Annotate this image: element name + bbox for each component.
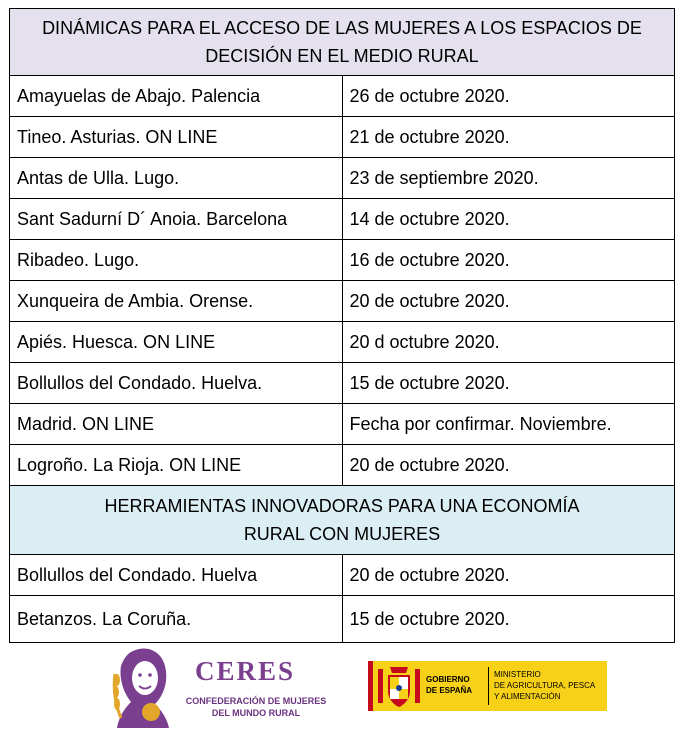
table-row — [10, 555, 675, 596]
table-row — [10, 76, 675, 117]
section2-title-line2: RURAL CON MUJERES — [243, 524, 441, 544]
place-cell: Xunqueira de Ambia. Orense. — [10, 281, 343, 322]
place-cell: Tineo. Asturias. ON LINE — [10, 117, 343, 158]
date-cell: 20 de octubre 2020. — [342, 281, 675, 322]
section2-header-row — [10, 486, 675, 555]
place-cell: Ribadeo. Lugo. — [10, 240, 343, 281]
date-cell: 23 de septiembre 2020. — [342, 158, 675, 199]
place-cell: Bollullos del Condado. Huelva — [10, 555, 343, 596]
date-cell: 14 de octubre 2020. — [342, 199, 675, 240]
place-cell: Betanzos. La Coruña. — [10, 596, 343, 643]
table-row — [10, 281, 675, 322]
section1-title — [10, 9, 675, 76]
place-cell: Sant Sadurní D´ Anoia. Barcelona — [10, 199, 343, 240]
place-cell: Amayuelas de Abajo. Palencia — [10, 76, 343, 117]
date-cell: 15 de octubre 2020. — [342, 596, 675, 643]
ministry-label-line3: Y ALIMENTACIÓN — [494, 692, 561, 701]
section2-title — [10, 486, 675, 555]
date-cell: 20 d octubre 2020. — [342, 322, 675, 363]
ceres-name: CERES — [195, 656, 296, 686]
gobierno-label — [426, 674, 486, 696]
table-row — [10, 404, 675, 445]
place-cell: Apiés. Huesca. ON LINE — [10, 322, 343, 363]
date-cell: Fecha por confirmar. Noviembre. — [342, 404, 675, 445]
flag-stripe — [368, 661, 373, 711]
section1-header-row — [10, 9, 675, 76]
table-row — [10, 158, 675, 199]
schedule-table — [9, 8, 675, 643]
table-row — [10, 240, 675, 281]
table-row — [10, 322, 675, 363]
date-cell: 21 de octubre 2020. — [342, 117, 675, 158]
ceres-subtitle — [181, 695, 331, 719]
ceres-logo — [111, 644, 326, 728]
gobierno-divider — [488, 667, 489, 705]
place-cell: Logroño. La Rioja. ON LINE — [10, 445, 343, 486]
gobierno-logo — [368, 661, 607, 711]
date-cell: 15 de octubre 2020. — [342, 363, 675, 404]
table-row — [10, 363, 675, 404]
date-cell: 20 de octubre 2020. — [342, 555, 675, 596]
place-cell: Antas de Ulla. Lugo. — [10, 158, 343, 199]
ministry-label — [494, 669, 606, 702]
table-row — [10, 445, 675, 486]
ceres-subtitle-line2: DEL MUNDO RURAL — [211, 708, 301, 718]
section1-title-line1: DINÁMICAS PARA EL ACCESO DE LAS MUJERES A LOS ESPACIOS DE — [42, 18, 642, 38]
table-row — [10, 596, 675, 643]
section2-title-line1: HERRAMIENTAS INNOVADORAS PARA UNA ECONOMÍA — [104, 496, 580, 516]
gobierno-label-line2: DE ESPAÑA — [426, 686, 473, 695]
date-cell: 16 de octubre 2020. — [342, 240, 675, 281]
date-cell: 26 de octubre 2020. — [342, 76, 675, 117]
table-row — [10, 199, 675, 240]
section1-title-line2: DECISIÓN EN EL MEDIO RURAL — [205, 46, 479, 66]
ministry-label-line1: MINISTERIO — [494, 670, 541, 679]
date-cell: 20 de octubre 2020. — [342, 445, 675, 486]
ministry-label-line2: DE AGRICULTURA, PESCA — [494, 681, 596, 690]
ceres-subtitle-line1: CONFEDERACIÓN DE MUJERES — [185, 696, 327, 706]
coat-of-arms-icon — [376, 663, 422, 709]
place-cell: Bollullos del Condado. Huelva. — [10, 363, 343, 404]
ceres-woman-icon — [111, 644, 175, 728]
place-cell: Madrid. ON LINE — [10, 404, 343, 445]
gobierno-label-line1: GOBIERNO — [426, 675, 470, 684]
table-row — [10, 117, 675, 158]
